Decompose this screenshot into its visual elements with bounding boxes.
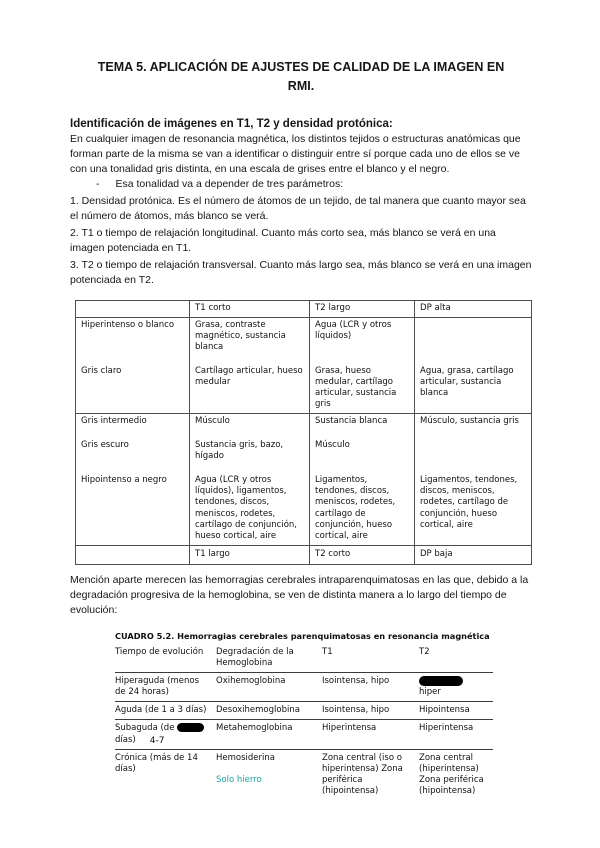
param-3: 3. T2 o tiempo de relajación transversal. Cuanto más largo sea, más blanco se verá en una imagen potenciada en T2. — [70, 258, 532, 286]
table-header-row — [115, 644, 493, 673]
page-title — [70, 58, 532, 97]
cuadro-caption: CUADRO 5.2. Hemorragias cerebrales parenquimatosas en resonancia magnética — [115, 630, 490, 641]
table-cell: T1 — [322, 646, 333, 657]
table-cell: Aguda (de 1 a 3 días) — [115, 705, 207, 716]
table-cell: T2 — [419, 646, 430, 657]
table-group-light — [76, 318, 531, 414]
table-cell: DP alta — [420, 302, 451, 313]
table-cell: Metahemoglobina — [216, 723, 293, 734]
intensity-table — [75, 300, 532, 565]
table-cell: Hipointensa — [419, 705, 470, 716]
cell-text: días) — [115, 734, 136, 745]
table-row — [76, 318, 531, 364]
table-row — [76, 438, 531, 473]
table-cell: T1 corto — [190, 301, 310, 317]
table-cell: Músculo — [310, 438, 415, 473]
table-cell — [415, 318, 531, 364]
table-cell: Desoxihemoglobina — [216, 705, 300, 716]
table-cell: Agua (LCR y otros líquidos) — [310, 318, 415, 364]
table-cell: Hipointenso a negro — [76, 473, 190, 544]
table-cell: Grasa, contraste magnético, sustancia blanca — [190, 318, 310, 364]
table-cell — [419, 673, 493, 702]
title-line-1: TEMA 5. APLICACIÓN DE AJUSTES DE CALIDAD DE LA IMAGEN EN — [97, 60, 505, 74]
cuadro-5-2 — [115, 631, 493, 801]
table-cell: T2 largo — [310, 301, 415, 317]
table-cell: T2 corto — [310, 546, 415, 564]
table-cell: Gris intermedio — [76, 414, 190, 438]
table-row — [76, 414, 531, 438]
intro-paragraph: En cualquier imagen de resonancia magnética, los distintos tejidos o estructuras anatómicas que forman parte de la misma se van a identificar o distinguir entre sí porque cada uno de ellos se ve con una tonalidad gris distinta, en una escala de grises entre el blanco y el negro. — [70, 132, 521, 175]
table-cell — [115, 720, 216, 749]
table-footer-row — [76, 546, 531, 564]
table-cell: Crónica (más de 14 días) — [115, 753, 198, 775]
table-header-row — [76, 301, 531, 318]
table-cell — [76, 301, 190, 317]
table-row — [115, 720, 493, 750]
table-cell: Músculo, sustancia gris — [420, 416, 519, 427]
redaction-mark — [177, 723, 204, 732]
bullet-dash: - — [96, 177, 100, 190]
table-cell: Ligamentos, tendones, discos, meniscos, rodetes, cartílago de conjunción, hueso cortical, aire — [420, 475, 518, 530]
table-cell — [76, 546, 190, 564]
table-cell: Isointensa, hipo — [322, 705, 390, 716]
cell-text: Hemosiderina — [216, 753, 275, 764]
table-cell: Hiperintenso o blanco — [76, 318, 190, 364]
cell-text: hiper — [419, 687, 441, 698]
table-cell: Degradación de la Hemoglobina — [216, 646, 294, 668]
table-cell: T1 largo — [190, 546, 310, 564]
table-cell: DP baja — [420, 548, 453, 559]
table-cell: Ligamentos, tendones, discos, meniscos, rodetes, cartílago de conjunción, hueso cortical, aire — [310, 473, 415, 544]
table-cell: Hiperintensa — [322, 723, 377, 734]
teal-note: Solo hierro — [216, 775, 262, 786]
hemorrhage-table — [115, 644, 493, 801]
table-row — [76, 473, 531, 544]
table-cell: Gris claro — [76, 364, 190, 413]
table-cell: Hiperintensa — [419, 723, 474, 734]
table-cell: Agua (LCR y otros líquidos), ligamentos, tendones, discos, meniscos, rodetes, cartílago de conjunción, hueso cortical, aire — [190, 473, 310, 544]
table-row — [115, 702, 493, 720]
handwritten-annotation: 4-7 — [149, 735, 165, 746]
title-line-2: RMI. — [287, 79, 315, 94]
table-row — [115, 750, 493, 800]
table-cell: Agua, grasa, cartílago articular, sustancia blanca — [420, 366, 514, 399]
table-cell — [415, 438, 531, 473]
bullet-line — [96, 177, 532, 192]
table-row — [115, 673, 493, 703]
param-1: 1. Densidad protónica. Es el número de átomos de un tejido, de tal manera que cuanto mayor sea el número de átomos, más blanco se verá. — [70, 194, 526, 222]
table-row — [76, 364, 531, 413]
table-cell: Cartílago articular, hueso medular — [190, 364, 310, 413]
bullet-text: Esa tonalidad va a depender de tres parámetros: — [115, 177, 344, 190]
table-cell — [216, 750, 322, 800]
param-2: 2. T1 o tiempo de relajación longitudinal. Cuanto más corto sea, más blanco se verá en una imagen potenciada en T1. — [70, 226, 496, 254]
redaction-mark — [419, 676, 463, 686]
table-cell: Oxihemoglobina — [216, 675, 286, 686]
table-cell: Isointensa, hipo — [322, 675, 390, 686]
table-cell: Zona central (iso o hiperintensa) Zona periférica (hipointensa) — [322, 753, 403, 797]
table-cell: Gris escuro — [76, 438, 190, 473]
table-cell: Hiperaguda (menos de 24 horas) — [115, 675, 200, 697]
table-group-dark — [76, 414, 531, 545]
table-cell: Tiempo de evolución — [115, 646, 204, 657]
cell-text: Subaguda (de — [115, 723, 175, 734]
hemorrhage-paragraph: Mención aparte merecen las hemorragias cerebrales intraparenquimatosas en las que, debido a la degradación progresiva de la hemoglobina, se ven de distinta manera a lo largo del tiempo de evolución: — [70, 573, 529, 616]
section-heading: Identificación de imágenes en T1, T2 y densidad protónica: — [70, 117, 393, 130]
table-cell: Sustancia gris, bazo, hígado — [190, 438, 310, 473]
table-cell: Grasa, hueso medular, cartílago articular, sustancia gris — [310, 364, 415, 413]
table-cell: Sustancia blanca — [310, 414, 415, 438]
table-cell: Músculo — [190, 414, 310, 438]
table-cell: Zona central (hiperintensa) Zona periférica (hipointensa) — [419, 753, 484, 797]
